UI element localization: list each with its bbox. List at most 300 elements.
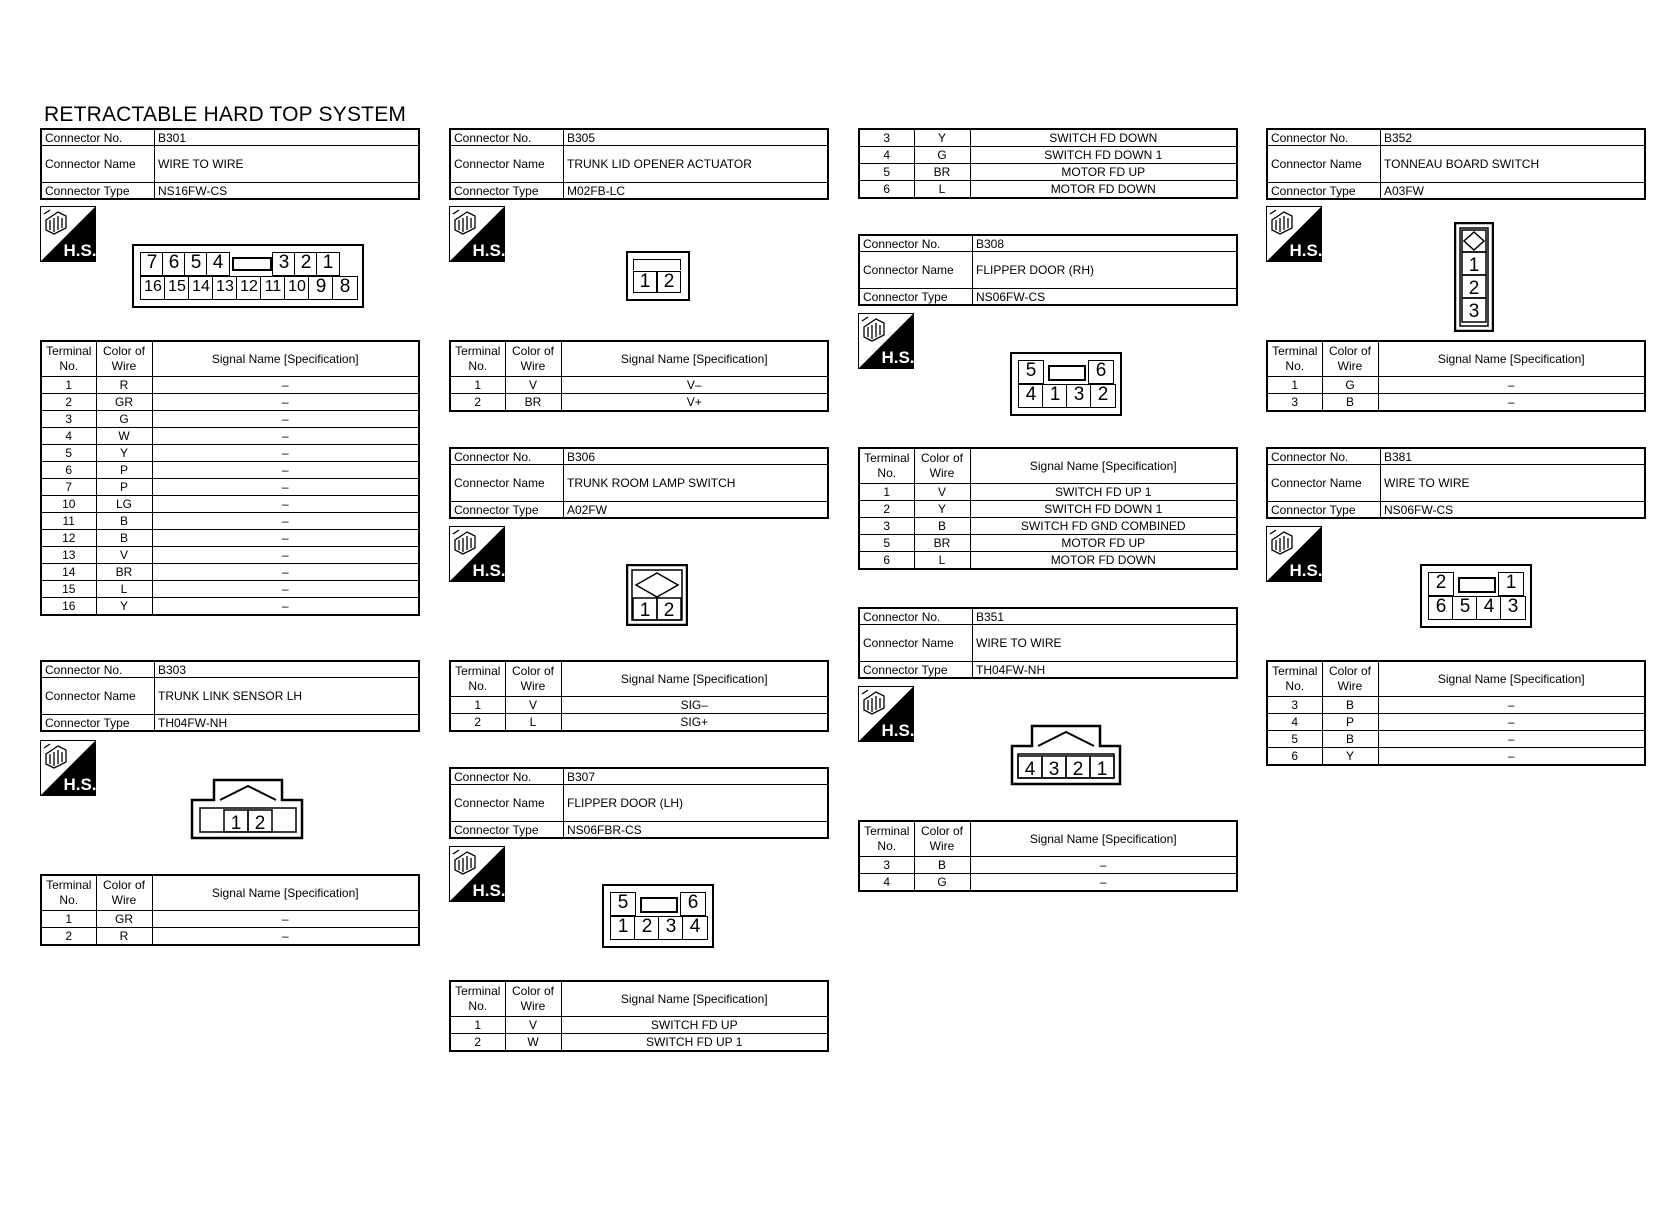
table-row bbox=[1267, 697, 1645, 714]
wire-color: L bbox=[914, 181, 970, 199]
label-connector-name: Connector Name bbox=[450, 785, 564, 822]
table-row bbox=[41, 411, 419, 428]
pin-label: 13 bbox=[212, 276, 238, 300]
terminal-no: 4 bbox=[1267, 714, 1322, 731]
terminal-no: 15 bbox=[41, 581, 96, 598]
table-row bbox=[41, 911, 419, 928]
pin-label: 2 bbox=[663, 600, 675, 621]
table-row bbox=[859, 501, 1237, 518]
signal-name: – bbox=[152, 462, 419, 479]
wire-color: R bbox=[96, 928, 152, 946]
signal-name: – bbox=[152, 445, 419, 462]
pin-table-b306 bbox=[449, 660, 829, 732]
terminal-no: 4 bbox=[859, 874, 914, 892]
wire-color: V bbox=[914, 484, 970, 501]
signal-name: SWITCH FD UP 1 bbox=[561, 1034, 828, 1052]
color-of-wire-header: Color of Wire bbox=[505, 341, 561, 377]
connector-name: TRUNK LINK SENSOR LH bbox=[155, 678, 420, 715]
label-connector-type: Connector Type bbox=[450, 822, 564, 839]
table-header bbox=[41, 341, 419, 377]
connector-type: A02FW bbox=[564, 502, 829, 519]
wire-color: V bbox=[96, 547, 152, 564]
pin-label: 1 bbox=[639, 600, 651, 621]
table-row bbox=[1267, 748, 1645, 766]
table-header bbox=[1267, 341, 1645, 377]
connector-type: M02FB-LC bbox=[564, 183, 829, 200]
label-connector-type: Connector Type bbox=[1267, 502, 1381, 519]
table-row bbox=[859, 857, 1237, 874]
signal-name: – bbox=[152, 479, 419, 496]
wire-color: L bbox=[505, 714, 561, 732]
connector-name: TONNEAU BOARD SWITCH bbox=[1381, 146, 1646, 183]
signal-name: V– bbox=[561, 377, 828, 394]
label-connector-type: Connector Type bbox=[450, 502, 564, 519]
wire-color: G bbox=[914, 874, 970, 892]
pin-label: 2 bbox=[254, 813, 266, 834]
signal-name: – bbox=[1378, 714, 1645, 731]
terminal-no: 6 bbox=[41, 462, 96, 479]
label-connector-name: Connector Name bbox=[1267, 146, 1381, 183]
wire-color: BR bbox=[505, 394, 561, 412]
signal-name-header: Signal Name [Specification] bbox=[561, 661, 828, 697]
pin-label: 1 bbox=[633, 271, 657, 293]
table-row bbox=[41, 564, 419, 581]
terminal-no: 2 bbox=[450, 1034, 505, 1052]
terminal-no: 5 bbox=[41, 445, 96, 462]
label-connector-type: Connector Type bbox=[859, 662, 973, 679]
terminal-no: 7 bbox=[41, 479, 96, 496]
label-connector-name: Connector Name bbox=[450, 146, 564, 183]
pin-label: 2 bbox=[634, 916, 660, 940]
color-of-wire-header: Color of Wire bbox=[505, 661, 561, 697]
pin-label: 1 bbox=[230, 813, 242, 834]
table-row bbox=[859, 484, 1237, 501]
pin-label: 3 bbox=[1468, 301, 1480, 322]
wire-color: V bbox=[505, 377, 561, 394]
connector-header bbox=[449, 767, 829, 839]
wire-color: W bbox=[96, 428, 152, 445]
signal-name: SWITCH FD UP 1 bbox=[970, 484, 1237, 501]
connector-b307 bbox=[449, 767, 829, 839]
terminal-no: 12 bbox=[41, 530, 96, 547]
connector-name: TRUNK ROOM LAMP SWITCH bbox=[564, 465, 829, 502]
wire-color: BR bbox=[96, 564, 152, 581]
hs-label: H.S. bbox=[472, 561, 505, 580]
terminal-no: 16 bbox=[41, 598, 96, 616]
connector-b305 bbox=[449, 128, 829, 200]
signal-name: – bbox=[152, 928, 419, 946]
pin-label: 4 bbox=[1018, 384, 1044, 408]
pin-table-b307-part1 bbox=[449, 980, 829, 1052]
signal-name: SWITCH FD DOWN bbox=[970, 129, 1237, 147]
connector-header bbox=[449, 447, 829, 519]
pin-table-b351 bbox=[858, 820, 1238, 892]
terminal-no-header: Terminal No. bbox=[450, 341, 505, 377]
color-of-wire-header: Color of Wire bbox=[96, 341, 152, 377]
wire-color: L bbox=[96, 581, 152, 598]
wire-color: G bbox=[1322, 377, 1378, 394]
signal-name: – bbox=[152, 598, 419, 616]
page-title: RETRACTABLE HARD TOP SYSTEM bbox=[44, 103, 407, 126]
pin-label: 14 bbox=[188, 276, 214, 300]
connector-b301 bbox=[40, 128, 420, 200]
terminal-no: 6 bbox=[859, 552, 914, 570]
signal-name: V+ bbox=[561, 394, 828, 412]
terminal-no: 11 bbox=[41, 513, 96, 530]
pin-label: 2 bbox=[1468, 278, 1480, 299]
signal-name: – bbox=[1378, 731, 1645, 748]
table-row bbox=[41, 462, 419, 479]
table-row bbox=[859, 147, 1237, 164]
connector-header bbox=[1266, 447, 1646, 519]
connector-b303 bbox=[40, 660, 420, 732]
signal-name: – bbox=[970, 874, 1237, 892]
connector-face-b305 bbox=[626, 251, 690, 301]
signal-name: – bbox=[1378, 377, 1645, 394]
connector-hood bbox=[633, 259, 681, 270]
label-connector-name: Connector Name bbox=[450, 465, 564, 502]
table-row bbox=[450, 697, 828, 714]
wire-color: LG bbox=[96, 496, 152, 513]
table-row bbox=[41, 428, 419, 445]
terminal-no: 3 bbox=[1267, 394, 1322, 412]
table-header bbox=[450, 661, 828, 697]
wire-color: Y bbox=[914, 501, 970, 518]
table-row bbox=[450, 1017, 828, 1034]
pin-table-b305 bbox=[449, 340, 829, 412]
connector-header bbox=[40, 660, 420, 732]
label-connector-name: Connector Name bbox=[859, 625, 973, 662]
table-row bbox=[1267, 731, 1645, 748]
wire-color: GR bbox=[96, 394, 152, 411]
terminal-no: 3 bbox=[859, 129, 914, 147]
hs-label: H.S. bbox=[881, 721, 914, 740]
connector-no: B381 bbox=[1381, 448, 1646, 465]
wire-color: Y bbox=[96, 598, 152, 616]
terminal-no: 14 bbox=[41, 564, 96, 581]
table-row bbox=[859, 181, 1237, 199]
signal-name: – bbox=[152, 496, 419, 513]
label-connector-no: Connector No. bbox=[41, 661, 155, 678]
wire-color: V bbox=[505, 1017, 561, 1034]
harness-side-icon bbox=[449, 846, 505, 902]
connector-header bbox=[858, 607, 1238, 679]
pin-label: 2 bbox=[1072, 759, 1084, 780]
hs-label: H.S. bbox=[63, 775, 96, 794]
signal-name: – bbox=[152, 394, 419, 411]
table-row bbox=[41, 581, 419, 598]
pin-label: 5 bbox=[610, 892, 636, 916]
signal-name: – bbox=[152, 530, 419, 547]
wire-color: L bbox=[914, 552, 970, 570]
wire-color: B bbox=[1322, 731, 1378, 748]
signal-name: SWITCH FD DOWN 1 bbox=[970, 147, 1237, 164]
table-row bbox=[41, 598, 419, 616]
signal-name-header: Signal Name [Specification] bbox=[1378, 661, 1645, 697]
wire-color: B bbox=[1322, 394, 1378, 412]
table-header bbox=[1267, 661, 1645, 697]
signal-name: MOTOR FD DOWN bbox=[970, 181, 1237, 199]
harness-side-icon bbox=[40, 206, 96, 262]
hs-label: H.S. bbox=[63, 241, 96, 260]
table-row bbox=[41, 547, 419, 564]
pin-label: 4 bbox=[206, 252, 230, 276]
wire-color: B bbox=[96, 513, 152, 530]
signal-name-header: Signal Name [Specification] bbox=[561, 981, 828, 1017]
table-row bbox=[41, 496, 419, 513]
wire-color: B bbox=[1322, 697, 1378, 714]
label-connector-type: Connector Type bbox=[1267, 183, 1381, 200]
label-connector-no: Connector No. bbox=[41, 129, 155, 146]
signal-name: SWITCH FD DOWN 1 bbox=[970, 501, 1237, 518]
connector-b352 bbox=[1266, 128, 1646, 200]
pin-table-b381 bbox=[1266, 660, 1646, 766]
connector-header bbox=[449, 128, 829, 200]
pin-label: 8 bbox=[332, 276, 358, 300]
terminal-no: 1 bbox=[859, 484, 914, 501]
color-of-wire-header: Color of Wire bbox=[914, 448, 970, 484]
table-row bbox=[450, 377, 828, 394]
harness-side-icon bbox=[1266, 206, 1322, 262]
table-row bbox=[1267, 377, 1645, 394]
color-of-wire-header: Color of Wire bbox=[505, 981, 561, 1017]
signal-name: SIG– bbox=[561, 697, 828, 714]
terminal-no: 1 bbox=[450, 1017, 505, 1034]
pin-label: 3 bbox=[1500, 596, 1526, 620]
wire-color: B bbox=[96, 530, 152, 547]
pin-label: 5 bbox=[184, 252, 208, 276]
connector-no: B307 bbox=[564, 768, 829, 785]
connector-b351 bbox=[858, 607, 1238, 679]
terminal-no: 5 bbox=[859, 535, 914, 552]
pin-label: 3 bbox=[1066, 384, 1092, 408]
signal-name-header: Signal Name [Specification] bbox=[152, 875, 419, 911]
terminal-no: 6 bbox=[859, 181, 914, 199]
connector-face-b307 bbox=[602, 884, 714, 948]
pin-label: 5 bbox=[1018, 360, 1044, 384]
label-connector-no: Connector No. bbox=[1267, 129, 1381, 146]
table-row bbox=[41, 394, 419, 411]
pin-label: 15 bbox=[164, 276, 190, 300]
connector-header bbox=[858, 234, 1238, 306]
terminal-no: 4 bbox=[41, 428, 96, 445]
terminal-no-header: Terminal No. bbox=[41, 341, 96, 377]
signal-name-header: Signal Name [Specification] bbox=[152, 341, 419, 377]
wire-color: W bbox=[505, 1034, 561, 1052]
pin-label: 7 bbox=[140, 252, 164, 276]
terminal-no: 2 bbox=[450, 394, 505, 412]
connector-no: B303 bbox=[155, 661, 420, 678]
connector-type: NS06FBR-CS bbox=[564, 822, 829, 839]
signal-name: – bbox=[1378, 394, 1645, 412]
table-row bbox=[41, 513, 419, 530]
label-connector-no: Connector No. bbox=[859, 235, 973, 252]
terminal-no: 1 bbox=[41, 911, 96, 928]
pin-label: 1 bbox=[1498, 572, 1524, 596]
wire-color: Y bbox=[1322, 748, 1378, 766]
connector-name: TRUNK LID OPENER ACTUATOR bbox=[564, 146, 829, 183]
label-connector-no: Connector No. bbox=[1267, 448, 1381, 465]
connector-face-b381 bbox=[1420, 564, 1532, 628]
wire-color: V bbox=[505, 697, 561, 714]
connector-header bbox=[40, 128, 420, 200]
harness-side-icon bbox=[40, 740, 96, 796]
table-row bbox=[1267, 714, 1645, 731]
signal-name: SIG+ bbox=[561, 714, 828, 732]
harness-side-icon bbox=[449, 206, 505, 262]
terminal-no-header: Terminal No. bbox=[41, 875, 96, 911]
pin-table-b307-part2 bbox=[858, 128, 1238, 199]
terminal-no-header: Terminal No. bbox=[450, 981, 505, 1017]
connector-no: B306 bbox=[564, 448, 829, 465]
pin-label: 9 bbox=[308, 276, 334, 300]
terminal-no-header: Terminal No. bbox=[1267, 661, 1322, 697]
harness-side-icon bbox=[449, 526, 505, 582]
terminal-no: 6 bbox=[1267, 748, 1322, 766]
signal-name: – bbox=[970, 857, 1237, 874]
connector-face-b352 bbox=[1454, 222, 1494, 332]
terminal-no: 2 bbox=[859, 501, 914, 518]
connector-face-b351 bbox=[1010, 724, 1122, 786]
terminal-no: 3 bbox=[1267, 697, 1322, 714]
table-header bbox=[41, 875, 419, 911]
signal-name: – bbox=[152, 581, 419, 598]
terminal-no: 2 bbox=[41, 928, 96, 946]
terminal-no: 1 bbox=[1267, 377, 1322, 394]
wire-color: B bbox=[914, 518, 970, 535]
wire-color: Y bbox=[914, 129, 970, 147]
harness-side-icon bbox=[1266, 526, 1322, 582]
signal-name-header: Signal Name [Specification] bbox=[970, 821, 1237, 857]
label-connector-no: Connector No. bbox=[450, 129, 564, 146]
table-header bbox=[859, 448, 1237, 484]
signal-name: SWITCH FD UP bbox=[561, 1017, 828, 1034]
table-header bbox=[450, 981, 828, 1017]
terminal-no: 2 bbox=[41, 394, 96, 411]
signal-name: – bbox=[152, 564, 419, 581]
signal-name-header: Signal Name [Specification] bbox=[1378, 341, 1645, 377]
wire-color: P bbox=[1322, 714, 1378, 731]
connector-type: TH04FW-NH bbox=[973, 662, 1238, 679]
wire-color: R bbox=[96, 377, 152, 394]
label-connector-type: Connector Type bbox=[450, 183, 564, 200]
wire-color: P bbox=[96, 479, 152, 496]
connector-type: NS16FW-CS bbox=[155, 183, 420, 200]
terminal-no: 1 bbox=[450, 697, 505, 714]
pin-label: 6 bbox=[1428, 596, 1454, 620]
harness-side-icon bbox=[858, 686, 914, 742]
color-of-wire-header: Color of Wire bbox=[914, 821, 970, 857]
table-row bbox=[1267, 394, 1645, 412]
pin-table-b303 bbox=[40, 874, 420, 946]
signal-name: SWITCH FD GND COMBINED bbox=[970, 518, 1237, 535]
table-row bbox=[41, 928, 419, 946]
connector-b381 bbox=[1266, 447, 1646, 519]
terminal-no: 5 bbox=[859, 164, 914, 181]
pin-label: 1 bbox=[610, 916, 636, 940]
terminal-no: 1 bbox=[450, 377, 505, 394]
label-connector-name: Connector Name bbox=[859, 252, 973, 289]
pin-label: 4 bbox=[682, 916, 708, 940]
connector-b306 bbox=[449, 447, 829, 519]
signal-name-header: Signal Name [Specification] bbox=[970, 448, 1237, 484]
pin-label: 5 bbox=[1452, 596, 1478, 620]
harness-side-icon bbox=[858, 313, 914, 369]
connector-face-b303 bbox=[190, 778, 306, 840]
pin-label: 16 bbox=[140, 276, 166, 300]
table-row bbox=[859, 518, 1237, 535]
pin-label: 3 bbox=[658, 916, 684, 940]
connector-face-b301 bbox=[132, 244, 364, 308]
label-connector-name: Connector Name bbox=[41, 146, 155, 183]
terminal-no-header: Terminal No. bbox=[1267, 341, 1322, 377]
signal-name: – bbox=[152, 547, 419, 564]
table-header bbox=[450, 341, 828, 377]
label-connector-name: Connector Name bbox=[1267, 465, 1381, 502]
color-of-wire-header: Color of Wire bbox=[1322, 661, 1378, 697]
table-row bbox=[859, 552, 1237, 570]
pin-label: 6 bbox=[162, 252, 186, 276]
signal-name: MOTOR FD UP bbox=[970, 164, 1237, 181]
signal-name: – bbox=[1378, 748, 1645, 766]
connector-b308 bbox=[858, 234, 1238, 306]
pin-label: 1 bbox=[1042, 384, 1068, 408]
table-header bbox=[859, 821, 1237, 857]
pin-label: 6 bbox=[680, 892, 706, 916]
pin-label: 2 bbox=[294, 252, 318, 276]
wire-color: G bbox=[96, 411, 152, 428]
table-row bbox=[41, 377, 419, 394]
connector-name: FLIPPER DOOR (LH) bbox=[564, 785, 829, 822]
table-row bbox=[450, 714, 828, 732]
pin-label: 3 bbox=[1048, 759, 1060, 780]
connector-header bbox=[1266, 128, 1646, 200]
terminal-no-header: Terminal No. bbox=[450, 661, 505, 697]
signal-name-header: Signal Name [Specification] bbox=[561, 341, 828, 377]
connector-type: NS06FW-CS bbox=[1381, 502, 1646, 519]
table-row bbox=[41, 479, 419, 496]
signal-name: – bbox=[152, 911, 419, 928]
connector-latch bbox=[1048, 365, 1086, 381]
pin-label: 1 bbox=[1096, 759, 1108, 780]
connector-type: A03FW bbox=[1381, 183, 1646, 200]
terminal-no: 1 bbox=[41, 377, 96, 394]
wire-color: BR bbox=[914, 535, 970, 552]
connector-latch bbox=[232, 257, 272, 271]
signal-name: – bbox=[152, 377, 419, 394]
terminal-no: 5 bbox=[1267, 731, 1322, 748]
terminal-no: 3 bbox=[859, 518, 914, 535]
connector-no: B305 bbox=[564, 129, 829, 146]
pin-table-b352 bbox=[1266, 340, 1646, 412]
connector-no: B301 bbox=[155, 129, 420, 146]
table-row bbox=[859, 874, 1237, 892]
connector-no: B351 bbox=[973, 608, 1238, 625]
pin-label: 1 bbox=[1468, 255, 1480, 276]
signal-name: MOTOR FD UP bbox=[970, 535, 1237, 552]
label-connector-name: Connector Name bbox=[41, 678, 155, 715]
table-row bbox=[41, 530, 419, 547]
terminal-no: 3 bbox=[41, 411, 96, 428]
pin-label: 2 bbox=[1428, 572, 1454, 596]
terminal-no: 4 bbox=[859, 147, 914, 164]
hs-label: H.S. bbox=[472, 881, 505, 900]
label-connector-type: Connector Type bbox=[41, 183, 155, 200]
wire-color: P bbox=[96, 462, 152, 479]
hs-label: H.S. bbox=[881, 348, 914, 367]
table-row bbox=[859, 129, 1237, 147]
color-of-wire-header: Color of Wire bbox=[96, 875, 152, 911]
